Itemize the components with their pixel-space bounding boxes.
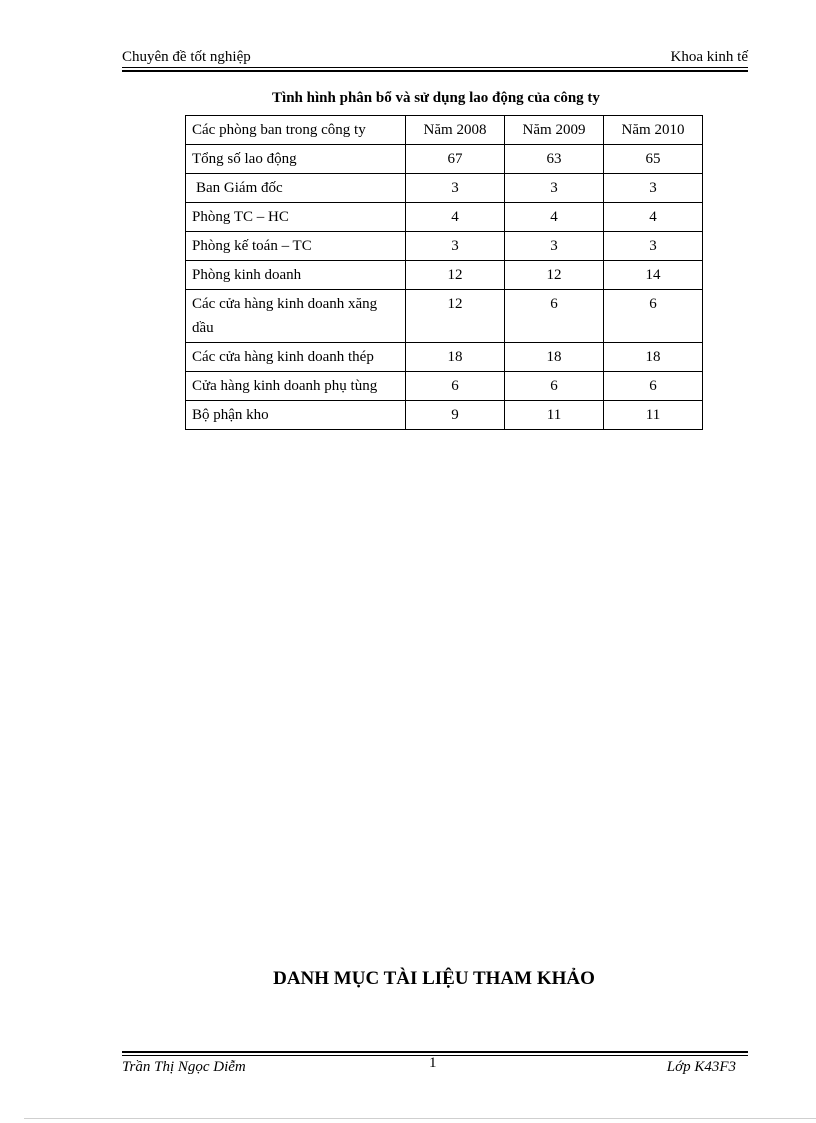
column-header-department: Các phòng ban trong công ty: [186, 116, 406, 145]
row-label: Cửa hàng kinh doanh phụ tùng: [186, 372, 406, 401]
column-header-2009: Năm 2009: [505, 116, 604, 145]
header-right-text: Khoa kinh tế: [670, 49, 748, 65]
table-row: [186, 232, 703, 261]
table-row: [186, 372, 703, 401]
row-label: Ban Giám đốc: [186, 174, 406, 203]
cell-value: 4: [505, 203, 604, 232]
table-row: [186, 343, 703, 372]
cell-value: 65: [604, 145, 703, 174]
cell-value: 18: [505, 343, 604, 372]
page-number: 1: [429, 1055, 437, 1071]
cell-value: 4: [604, 203, 703, 232]
table-row: [186, 174, 703, 203]
cell-value: 3: [604, 174, 703, 203]
page-header: [122, 47, 748, 67]
cell-value: 14: [604, 261, 703, 290]
header-left-text: Chuyên đề tốt nghiệp: [122, 49, 251, 65]
column-header-2010: Năm 2010: [604, 116, 703, 145]
cell-value: 3: [406, 174, 505, 203]
cell-value: 18: [406, 343, 505, 372]
cell-value: 6: [505, 290, 604, 343]
row-label: Phòng kinh doanh: [186, 261, 406, 290]
row-label: Phòng TC – HC: [186, 203, 406, 232]
cell-value: 11: [505, 401, 604, 430]
footer-author: Trần Thị Ngọc Diễm: [122, 1059, 246, 1075]
labor-table: [185, 115, 703, 430]
cell-value: 6: [406, 372, 505, 401]
row-label: Các cửa hàng kinh doanh xăng dầu: [186, 290, 406, 343]
cell-value: 67: [406, 145, 505, 174]
column-header-2008: Năm 2008: [406, 116, 505, 145]
table-row: [186, 290, 703, 343]
header-rule: [122, 67, 748, 68]
table-row: [186, 203, 703, 232]
cell-value: 63: [505, 145, 604, 174]
cell-value: 9: [406, 401, 505, 430]
row-label: Bộ phận kho: [186, 401, 406, 430]
table-row: [186, 401, 703, 430]
row-label: Tổng số lao động: [186, 145, 406, 174]
cell-value: 6: [604, 290, 703, 343]
table-title: Tình hình phân bổ và sử dụng lao động của công ty: [272, 90, 600, 106]
row-label: Các cửa hàng kinh doanh thép: [186, 343, 406, 372]
cell-value: 6: [505, 372, 604, 401]
row-label: Phòng kế toán – TC: [186, 232, 406, 261]
references-heading: DANH MỤC TÀI LIỆU THAM KHẢO: [273, 968, 595, 989]
header-rule-thick: [122, 70, 748, 72]
cell-value: 3: [505, 232, 604, 261]
cell-value: 3: [406, 232, 505, 261]
cell-value: 3: [505, 174, 604, 203]
table-row: [186, 145, 703, 174]
cell-value: 6: [604, 372, 703, 401]
table-row: [186, 261, 703, 290]
cell-value: 11: [604, 401, 703, 430]
cell-value: 3: [604, 232, 703, 261]
page-edge-line: [24, 1118, 816, 1119]
cell-value: 4: [406, 203, 505, 232]
cell-value: 12: [505, 261, 604, 290]
table-header-row: [186, 116, 703, 145]
cell-value: 12: [406, 261, 505, 290]
cell-value: 12: [406, 290, 505, 343]
cell-value: 18: [604, 343, 703, 372]
footer-class: Lớp K43F3: [666, 1059, 736, 1075]
